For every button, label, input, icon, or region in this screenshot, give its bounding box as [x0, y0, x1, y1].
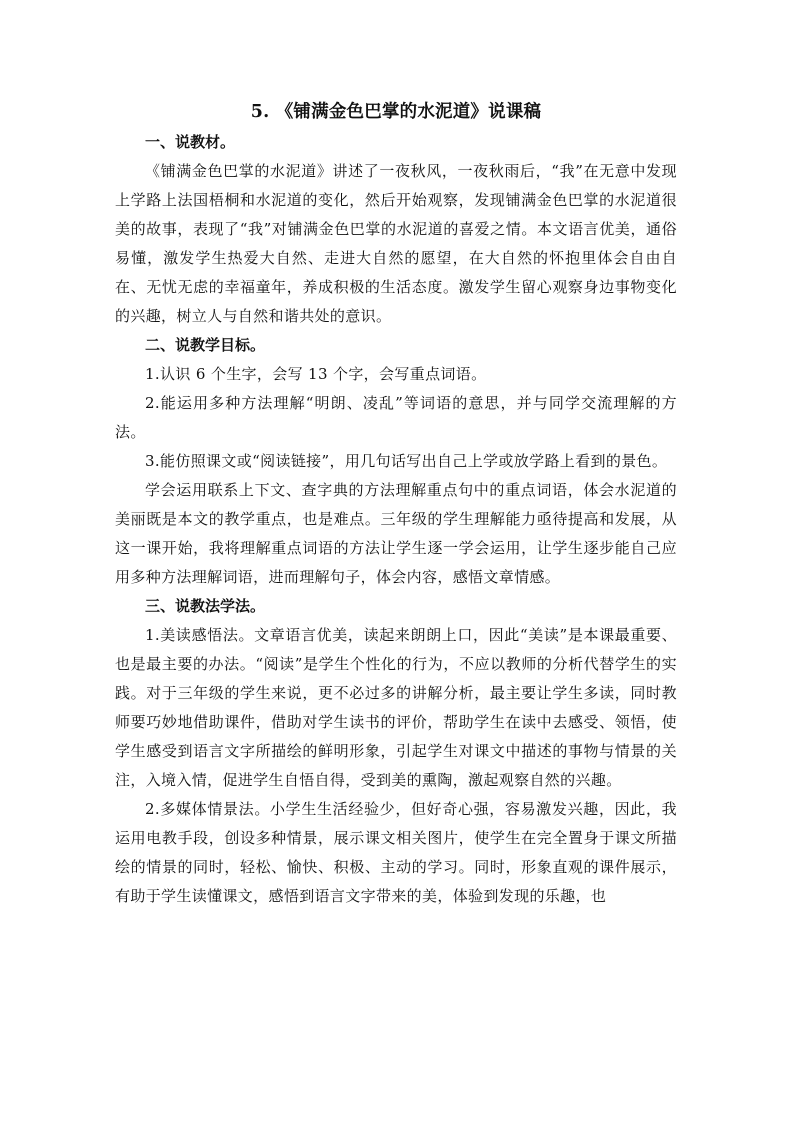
document-title: 5. 《铺满金色巴掌的水泥道》说课稿 [250, 102, 542, 122]
section-heading-textbook: 一、说教材。 [145, 133, 236, 151]
section-heading-methods: 三、说教法学法。 [145, 597, 266, 615]
paragraph-method-1: 1.美读感悟法。文章语言优美，读起来朗朗上口，因此“美读”是本课最重要、也是最主要的办法。“阅读”是学生个性化的行为，不应以教师的分析代替学生的实践。对于三年级的学生来说，更不必过多的讲解分析，最主要让学生多读，同时教师要巧妙地借助课件，借助对学生读书的评价，帮助学生在读中去感受、领悟，使学生感受到语言文字所描绘的鲜明形象，引起学生对课文中描述的事物与情景的关注，入境入情，促进学生自悟自得，受到美的熏陶，激起观察自然的兴趣。 [115, 626, 677, 789]
paragraph-textbook-summary: 《铺满金色巴掌的水泥道》讲述了一夜秋风，一夜秋雨后，“我”在无意中发现上学路上法国梧桐和水泥道的变化，然后开始观察，发现铺满金色巴掌的水泥道很美的故事，表现了“我”对铺满金色巴掌的水泥道的喜爱之情。本文语言优美，通俗易懂，激发学生热爱大自然、走进大自然的愿望，在大自然的怀抱里体会自由自在、无忧无虑的幸福童年，养成积极的生活态度。激发学生留心观察身边事物变化的兴趣，树立人与自然和谐共处的意识。 [115, 162, 677, 325]
section-heading-objectives: 二、说教学目标。 [145, 336, 266, 354]
paragraph-key-points: 学会运用联系上下文、查字典的方法理解重点句中的重点词语，体会水泥道的美丽既是本文的教学重点，也是难点。三年级的学生理解能力亟待提高和发展，从这一课开始，我将理解重点词语的方法让学生逐一学会运用，让学生逐步能自己应用多种方法理解词语，进而理解句子，体会内容，感悟文章情感。 [115, 481, 677, 586]
paragraph-objective-3: 3.能仿照课文或“阅读链接”，用几句话写出自己上学或放学路上看到的景色。 [145, 452, 668, 470]
paragraph-objective-2: 2.能运用多种方法理解“明朗、凌乱”等词语的意思，并与同学交流理解的方法。 [115, 394, 677, 441]
paragraph-method-2: 2.多媒体情景法。小学生生活经验少，但好奇心强，容易激发兴趣，因此，我运用电教手段，创设多种情景，展示课文相关图片，使学生在完全置身于课文所描绘的情景的同时，轻松、愉快、积极、主动的学习。同时，形象直观的课件展示，有助于学生读懂课文，感悟到语言文字带来的美，体验到发现的乐趣，也 [115, 800, 677, 905]
paragraph-objective-1: 1.认识 6 个生字，会写 13 个字，会写重点词语。 [145, 365, 487, 383]
document-body [115, 96, 677, 911]
